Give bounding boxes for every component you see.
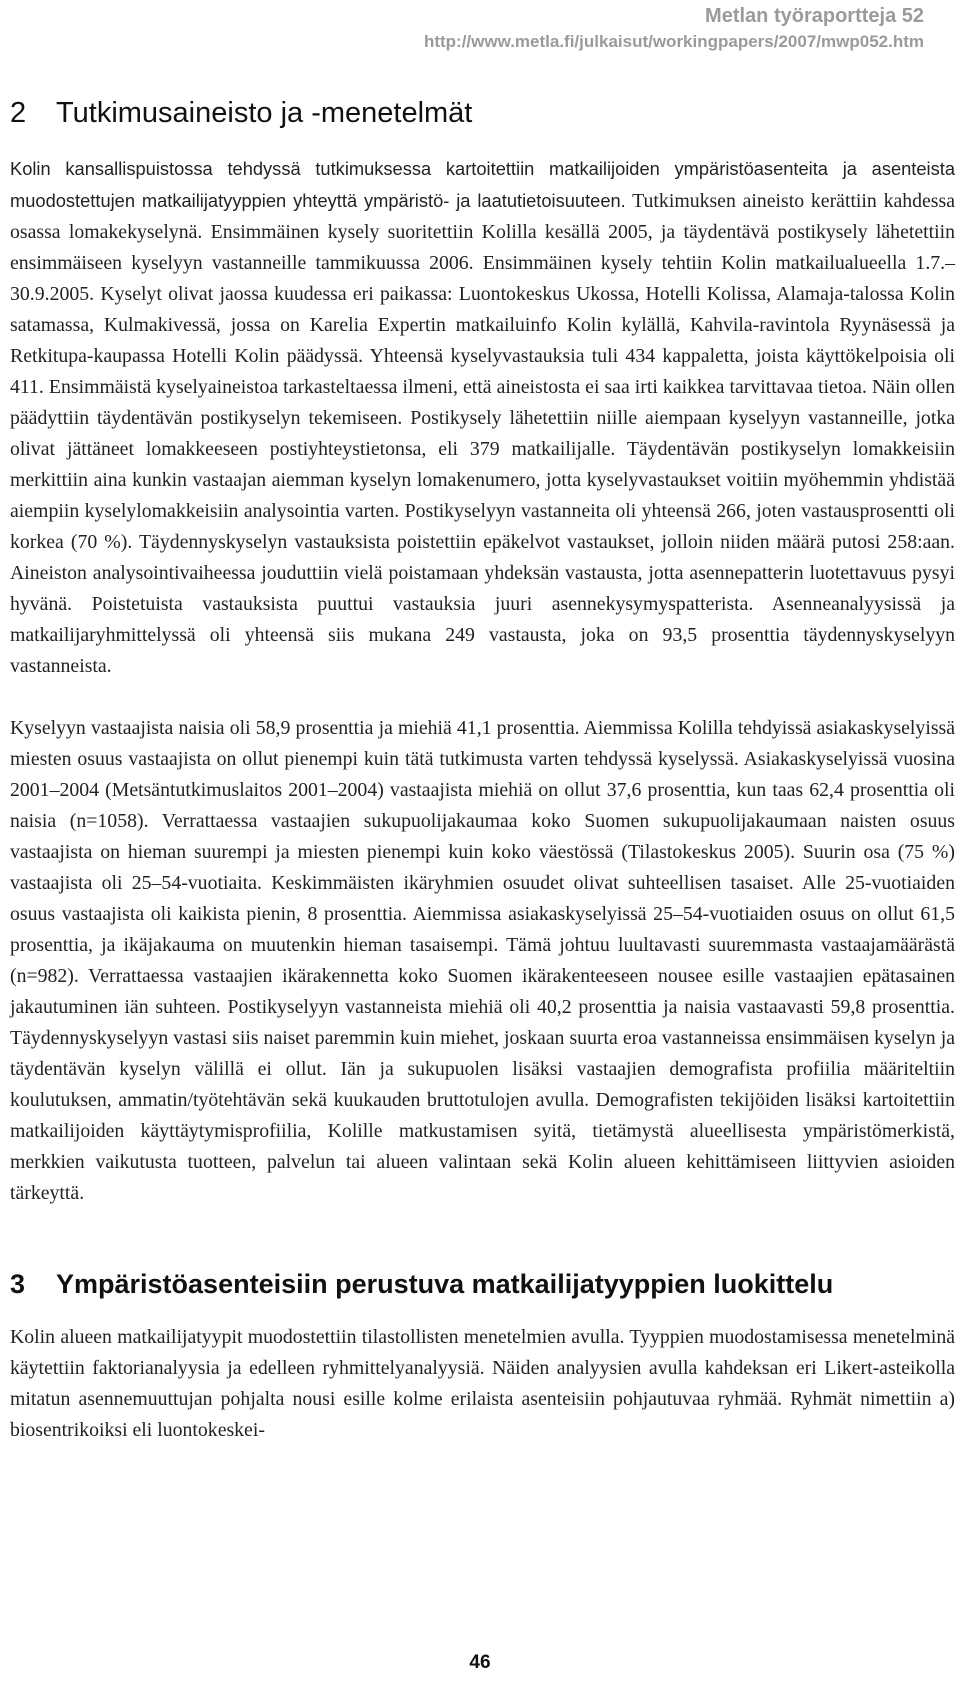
page-number: 46 bbox=[469, 1652, 491, 1673]
section-3-paragraph-1: Kolin alueen matkailijatyypit muodostettiin tilastollisten menetelmien avulla. Tyyppien muodostamisessa menetelminä käytettiin faktorianalyysia ja edelleen ryhmittelyanalyysiä. Näiden analyysien avulla kahdeksan eri Likert-asteikolla mitatun asennemuuttujan pohjalta nousi esille kolme erilaista asenteisiin pohjautuvaa ryhmää. Ryhmät nimettiin a) biosentrikoiksi eli luontokeskei- bbox=[10, 1326, 955, 1441]
section-3-heading bbox=[10, 1266, 955, 1302]
section-2-paragraph-2: Kyselyyn vastaajista naisia oli 58,9 prosenttia ja miehiä 41,1 prosenttia. Aiemmissa Kolilla tehdyissä asiakaskyselyissä miesten osuus vastaajista on ollut pienempi kuin tätä tutkimusta varten tehdyssä kyselyssä. Asiakaskyselyissä vuosina 2001–2004 (Metsäntutkimuslaitos 2001–2004) vastaajista miehiä on ollut 37,6 prosenttia, kun taas 62,4 prosenttia oli naisia (n=1058). Verrattaessa vastaajien sukupuolijakaumaa koko Suomen sukupuolijakaumaan naisten osuus vastaajista on hieman suurempi ja miesten pienempi kuin koko väestössä (Tilastokeskus 2005). Suurin osa (75 %) vastaajista oli 25–54-vuotiaita. Keskimmäisten ikäryhmien osuudet olivat suhteellisen tasaiset. Alle 25-vuotiaiden osuus vastaajista oli kaikista pienin, 8 prosenttia. Aiemmissa asiakaskyselyissä 25–54-vuotiaiden osuus on ollut 61,5 prosenttia, ja ikäjakauma on muutenkin hieman tasaisempi. Tämä johtuu luultavasti suuremmasta vastaajamäärästä (n=982). Verrattaessa vastaajien ikärakennetta koko Suomen ikärakenteeseen nousee esille vastaajien epätasainen jakautuminen iän suhteen. Postikyselyyn vastanneista miehiä oli 40,2 prosenttia ja naisia vastaavasti 59,8 prosenttia. Täydennyskyselyyn vastasi siis naiset paremmin kuin miehet, joskaan suurta eroa vastanneissa ensimmäisen kyselyn ja täydentävän kyselyn välillä ei ollut. Iän ja sukupuolen lisäksi vastaajien demografista profiilia määriteltiin koulutuksen, ammatin/työtehtävän sekä kuukauden bruttotulojen avulla. Demografisten tekijöiden lisäksi kartoitettiin matkailijoiden käyttäytymisprofiilia, Kolille matkustamisen syitä, tietämystä alueellisesta ympäristömerkistä, merkkien vaikutusta tuotteen, palvelun tai alueen valintaan sekä Kolin alueen kehittämiseen liittyvien asioiden tärkeyttä. bbox=[10, 717, 955, 1204]
section-2-paragraph-1 bbox=[10, 153, 955, 682]
section-2-heading bbox=[10, 95, 955, 131]
running-header bbox=[424, 2, 924, 54]
series-title: Metlan työraportteja 52 bbox=[705, 5, 924, 27]
section-3-number: 3 bbox=[10, 1269, 26, 1299]
section-2-paragraph-1-body: Tutkimuksen aineisto kerättiin kahdessa osassa lomakekyselynä. Ensimmäinen kysely suoritettiin Kolilla kesällä 2005, ja täydentävä postikysely lähetettiin ensimmäiseen kyselyyn vastanneille tammikuussa 2006. Ensimmäinen kysely tehtiin Kolin matkailualueella 1.7.–30.9.2005. Kyselyt olivat jaossa kuudessa eri paikassa: Luontokeskus Ukossa, Hotelli Kolissa, Alamaja-talossa Kolin satamassa, Kulmakivessä, jossa on Karelia Expertin matkailuinfo Kolin kylällä, Kahvila-ravintola Ryynäsessä ja Retkitupa-kaupassa Hotelli Kolin päädyssä. Yhteensä kyselyvastauksia tuli 434 kappaletta, joista käyttökelpoisia oli 411. Ensimmäistä kyselyaineistoa tarkasteltaessa ilmeni, että aineistosta ei saa irti kaikkea tarvittavaa tietoa. Näin ollen päädyttiin täydentävän postikyselyn tekemiseen. Postikysely lähetettiin niille aiempaan kyselyyn vastanneille, jotka olivat jättäneet lomakkeeseen postiyhteystietonsa, eli 379 matkailijalle. Täydentävän postikyselyn lomakkeisiin merkittiin aina kunkin vastaajan aiemman kyselyn lomakenumero, jotta kyselyvastaukset voitiin myöhemmin yhdistää aiempiin kyselylomakkeisiin analysointia varten. Postikyselyyn vastanneita oli yhteensä 266, joten vastausprosentti oli korkea (70 %). Täydennyskyselyn vastauksista poistettiin epäkelvot vastaukset, jolloin niiden määrä putosi 258:aan. Aineiston analysointivaiheessa jouduttiin vielä poistamaan yhdeksän vastausta, jotta asennepatterin luotettavuus pysyi hyvänä. Poistetuista vastauksista puuttui vastauksia juuri asennekysymyspatterista. Asenneanalyysissä ja matkailijaryhmittelyssä oli yhteensä siis mukana 249 vastausta, joka on 93,5 prosenttia täydennyskyselyyn vastanneista. bbox=[10, 190, 955, 677]
publication-url[interactable]: http://www.metla.fi/julkaisut/workingpapers/2007/mwp052.htm bbox=[423, 32, 924, 51]
main-content bbox=[10, 95, 955, 1446]
section-2-number: 2 bbox=[10, 97, 27, 129]
section-2-paragraph-1-lead: Kolin kansallispuistossa tehdyssä tutkimuksessa kartoitettiin matkailijoiden ympäristöasenteita ja asenteista muodostettujen matkailijatyyppien yhteyttä ympäristö- ja laatutietoisuuteen. bbox=[10, 158, 955, 211]
section-3-title: Ympäristöasenteisiin perustuva matkailijatyyppien luokittelu bbox=[56, 1269, 834, 1299]
section-2-title: Tutkimusaineisto ja -menetelmät bbox=[56, 97, 473, 129]
